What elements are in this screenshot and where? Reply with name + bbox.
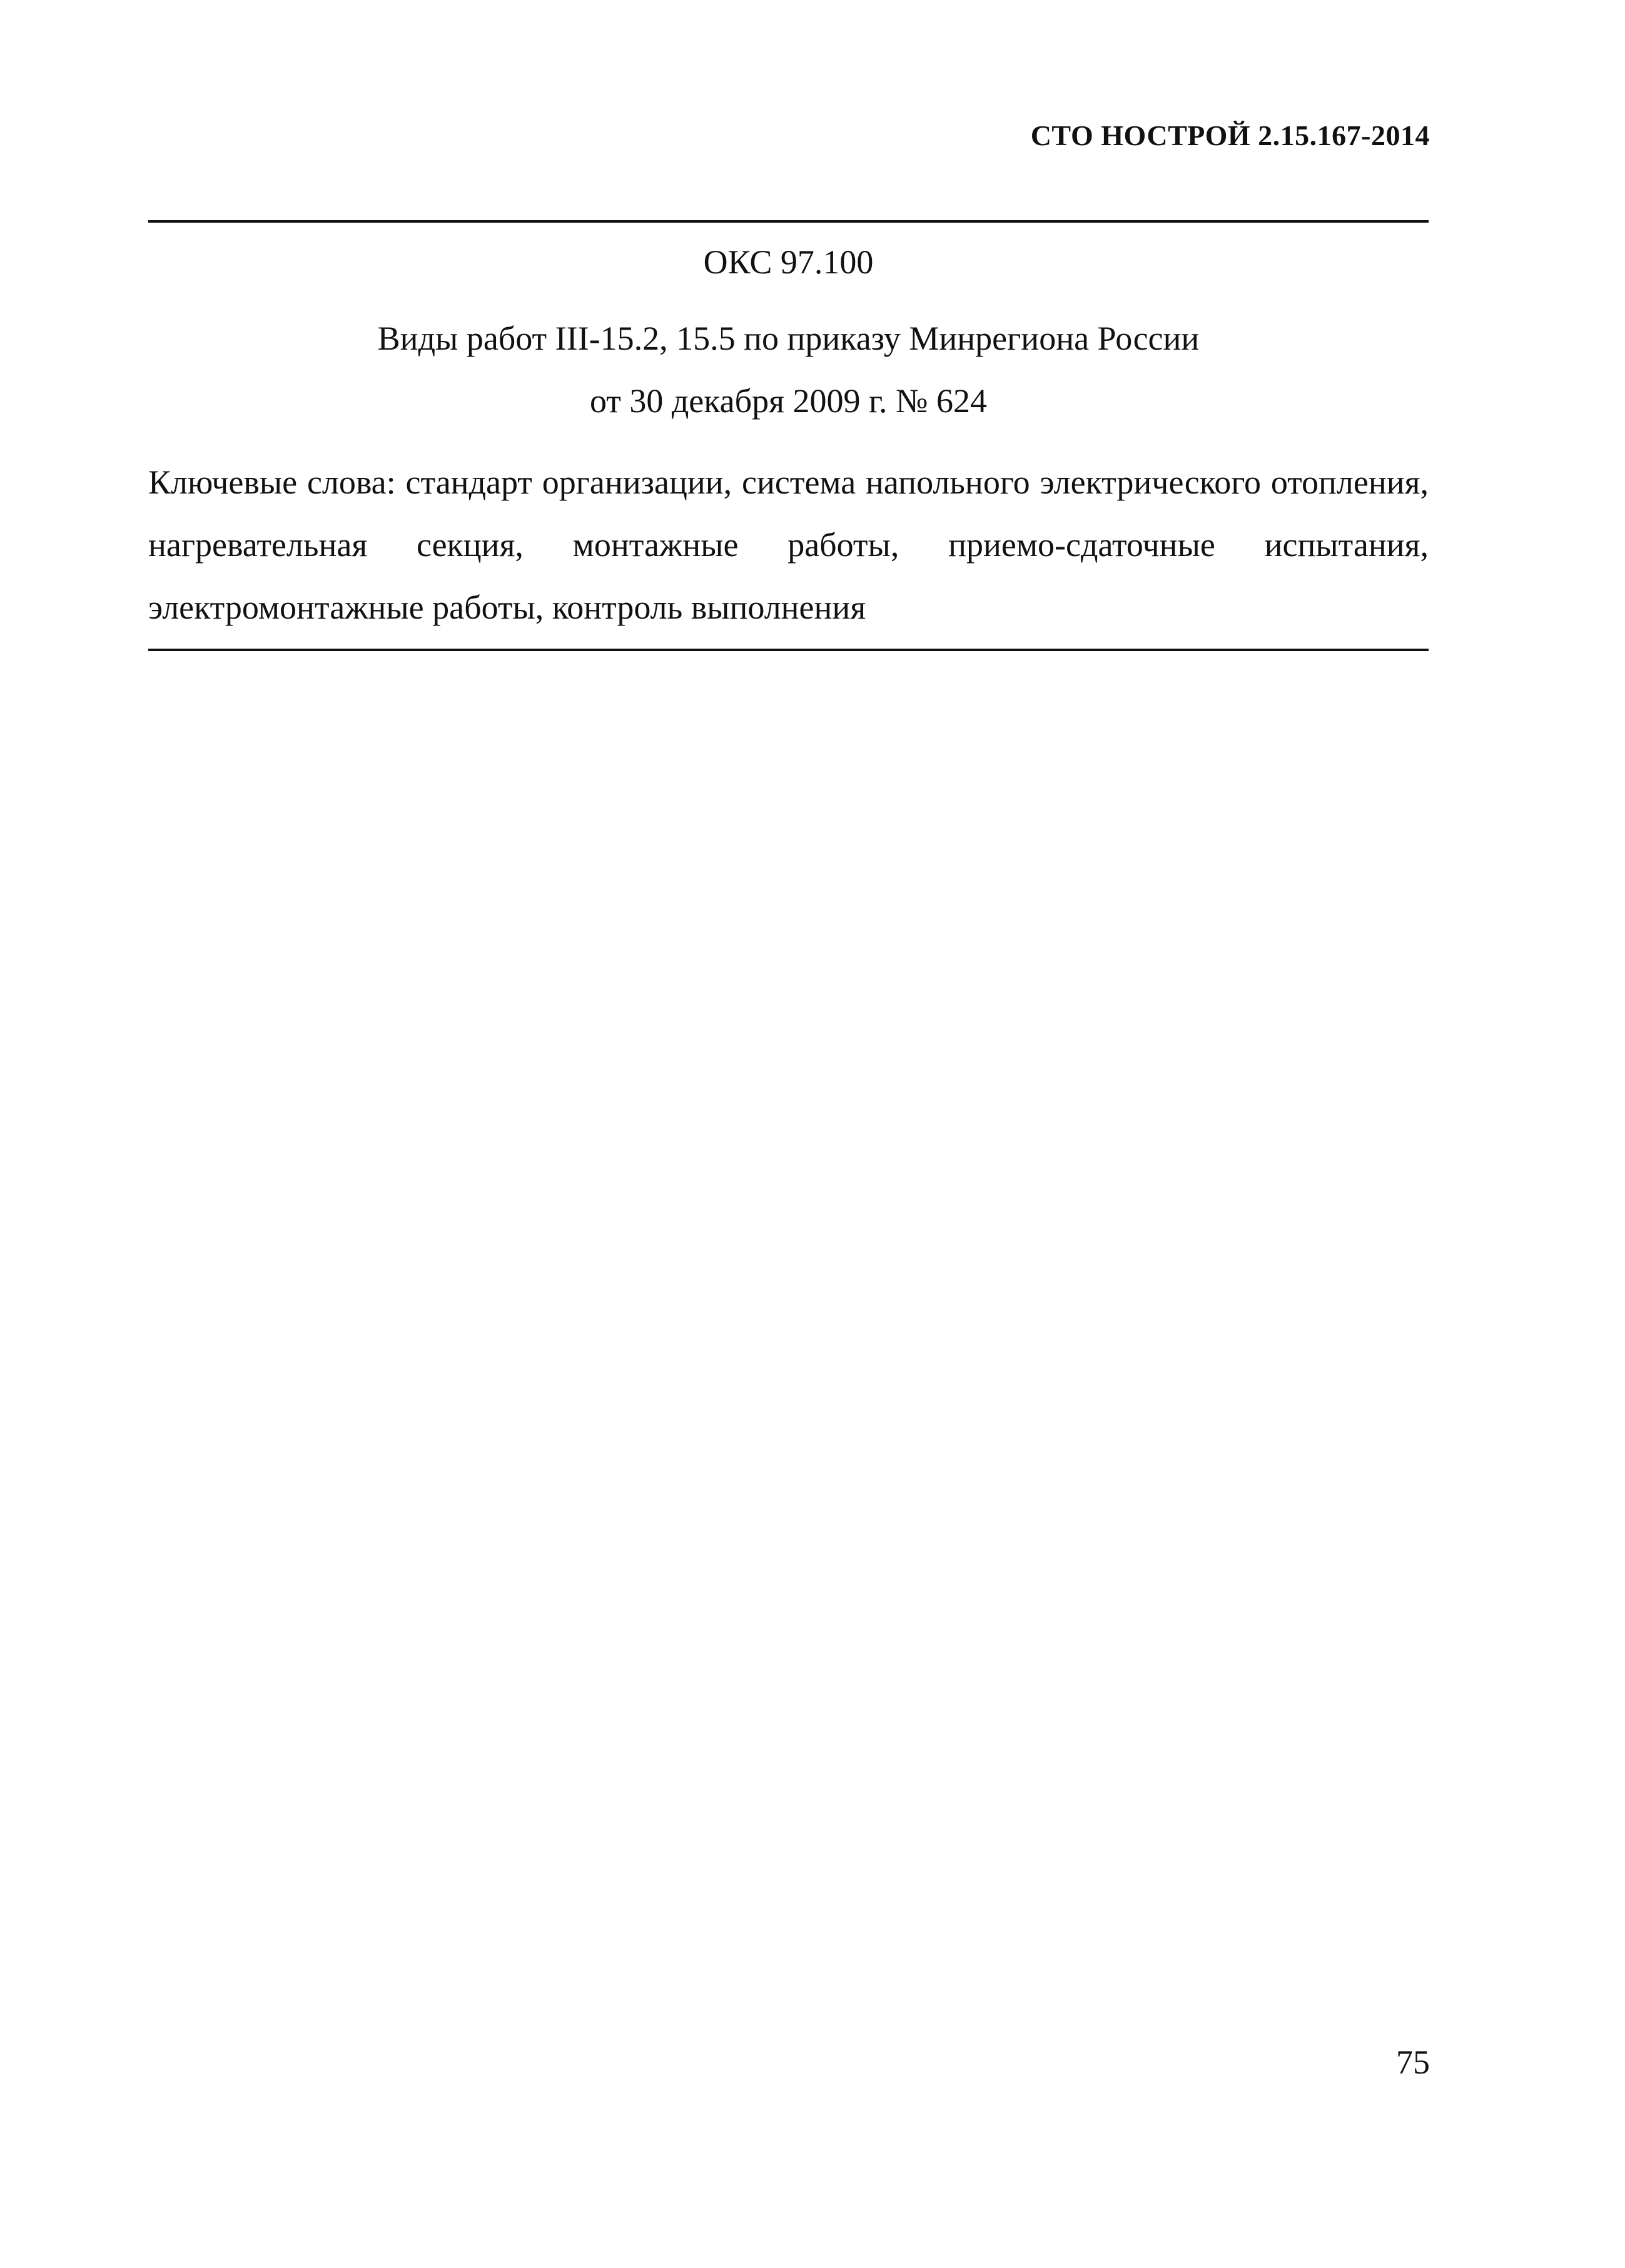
- work-types-line-1: Виды работ III-15.2, 15.5 по приказу Минрегиона России: [377, 320, 1200, 357]
- bottom-divider: [148, 649, 1429, 651]
- document-code-header: СТО НОСТРОЙ 2.15.167-2014: [1030, 119, 1430, 151]
- work-types-line-2: от 30 декабря 2009 г. № 624: [589, 382, 988, 420]
- page-number: 75: [1396, 2043, 1430, 2081]
- top-divider: [148, 220, 1429, 223]
- oks-code: ОКС 97.100: [703, 243, 874, 281]
- keywords-paragraph: Ключевые слова: стандарт организации, система напольного электрического отопления, нагревательная секция, монтажные работы, приемо-сдаточные испытания, электромонтажные работы, контроль выполнения: [148, 463, 1429, 626]
